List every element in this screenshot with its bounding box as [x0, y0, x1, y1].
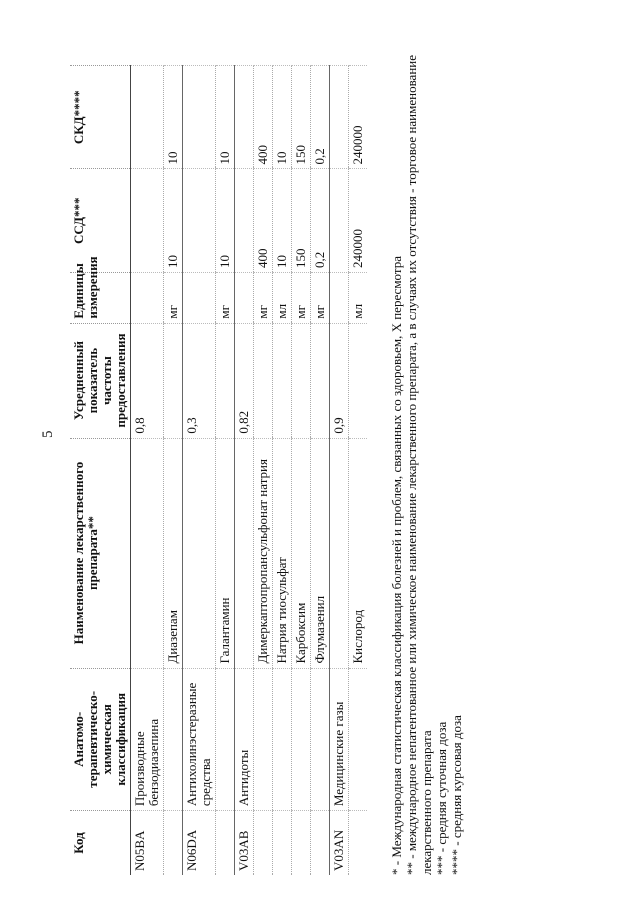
cell-skd: 150 — [292, 66, 311, 170]
cell-atc — [311, 668, 330, 811]
cell-atc: Медицинские газы — [330, 668, 349, 811]
table-row — [183, 66, 216, 876]
cell-skd: 10 — [273, 66, 292, 170]
cell-unit — [330, 272, 349, 323]
cell-name — [131, 438, 164, 668]
table-row — [292, 66, 311, 876]
cell-freq: 0,9 — [330, 323, 349, 438]
cell-name: Галантамин — [216, 438, 235, 668]
cell-atc — [292, 668, 311, 811]
table-header — [70, 66, 131, 876]
table-row — [216, 66, 235, 876]
cell-ssd: 0,2 — [311, 169, 330, 272]
cell-name — [183, 438, 216, 668]
cell-name: Карбоксим — [292, 438, 311, 668]
cell-atc — [216, 668, 235, 811]
cell-skd: 0,2 — [311, 66, 330, 170]
rotated-content — [70, 45, 530, 885]
cell-ssd: 10 — [164, 169, 183, 272]
cell-unit: мг — [164, 272, 183, 323]
footnote-1: * - Международная статистическая классификация болезней и проблем, связанных со здоровьем, X пересмотра — [389, 256, 404, 875]
page-number: 5 — [40, 430, 56, 438]
cell-name: Кислород — [349, 438, 368, 668]
drug-table — [70, 65, 367, 875]
cell-freq: 0,8 — [131, 323, 164, 438]
table-row — [164, 66, 183, 876]
cell-unit: мг — [254, 272, 273, 323]
cell-code — [273, 811, 292, 875]
cell-atc — [349, 668, 368, 811]
cell-ssd: 10 — [216, 169, 235, 272]
cell-code: N06DA — [183, 811, 216, 875]
cell-unit: мг — [292, 272, 311, 323]
cell-skd — [235, 66, 254, 170]
cell-ssd: 400 — [254, 169, 273, 272]
cell-name: Диазепам — [164, 438, 183, 668]
cell-ssd — [235, 169, 254, 272]
header-code: Код — [70, 811, 131, 875]
cell-freq — [311, 323, 330, 438]
cell-unit: мг — [311, 272, 330, 323]
cell-freq — [273, 323, 292, 438]
cell-atc: Антидоты — [235, 668, 254, 811]
table-row — [349, 66, 368, 876]
cell-name: Димеркаптопропансульфонат натрия — [254, 438, 273, 668]
cell-code: V03AN — [330, 811, 349, 875]
cell-freq — [216, 323, 235, 438]
cell-skd: 10 — [164, 66, 183, 170]
header-name: Наименование лекарственного препарата** — [70, 438, 131, 668]
footnote-4: **** - средняя курсовая доза — [449, 715, 464, 875]
cell-freq — [164, 323, 183, 438]
table-row — [330, 66, 349, 876]
cell-code — [254, 811, 273, 875]
table-row — [235, 66, 254, 876]
cell-code — [349, 811, 368, 875]
cell-ssd — [131, 169, 164, 272]
cell-skd — [131, 66, 164, 170]
footnote-3: *** - средняя суточная доза — [434, 721, 449, 875]
cell-atc — [273, 668, 292, 811]
cell-name: Натрия тиосульфат — [273, 438, 292, 668]
header-row — [70, 66, 131, 876]
cell-freq — [254, 323, 273, 438]
cell-freq — [349, 323, 368, 438]
cell-code — [216, 811, 235, 875]
footnote-2: ** - международное непатентованное или химическое наименование лекарственного препарата, а в случаях их отсутствия - торговое наименование лекарственного препарата — [404, 54, 434, 875]
cell-unit — [235, 272, 254, 323]
cell-atc: Антихолинэстеразные средства — [183, 668, 216, 811]
cell-atc — [254, 668, 273, 811]
table-row — [254, 66, 273, 876]
cell-code — [164, 811, 183, 875]
cell-skd: 240000 — [349, 66, 368, 170]
cell-skd: 10 — [216, 66, 235, 170]
table-row — [311, 66, 330, 876]
cell-name — [235, 438, 254, 668]
cell-ssd: 240000 — [349, 169, 368, 272]
cell-code — [292, 811, 311, 875]
cell-name: Флумазенил — [311, 438, 330, 668]
cell-unit — [183, 272, 216, 323]
cell-freq: 0,3 — [183, 323, 216, 438]
cell-unit: мг — [216, 272, 235, 323]
header-ssd: ССД*** — [70, 169, 131, 272]
cell-unit — [131, 272, 164, 323]
header-atc: Анатомо-терапевтическо-химическая классификация — [70, 668, 131, 811]
cell-atc — [164, 668, 183, 811]
cell-ssd — [183, 169, 216, 272]
cell-ssd: 150 — [292, 169, 311, 272]
cell-skd — [330, 66, 349, 170]
cell-skd — [183, 66, 216, 170]
cell-freq — [292, 323, 311, 438]
cell-skd: 400 — [254, 66, 273, 170]
cell-ssd: 10 — [273, 169, 292, 272]
table-row — [131, 66, 164, 876]
cell-code — [311, 811, 330, 875]
table-row — [273, 66, 292, 876]
cell-code: N05BA — [131, 811, 164, 875]
cell-atc: Производные бензодиазепина — [131, 668, 164, 811]
cell-unit: мл — [349, 272, 368, 323]
cell-freq: 0,82 — [235, 323, 254, 438]
cell-name — [330, 438, 349, 668]
header-unit: Единицы измерения — [70, 272, 131, 323]
table-body — [131, 66, 368, 876]
header-freq: Усредненный показатель частоты предоставления — [70, 323, 131, 438]
cell-ssd — [330, 169, 349, 272]
cell-code: V03AB — [235, 811, 254, 875]
cell-unit: мл — [273, 272, 292, 323]
footnotes — [389, 45, 464, 875]
header-skd: СКД**** — [70, 66, 131, 170]
